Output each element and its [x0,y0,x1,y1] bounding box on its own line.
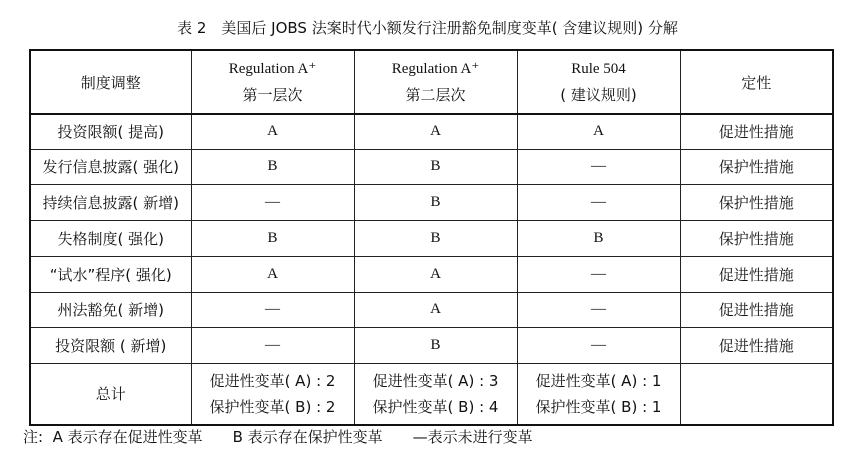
row-rule-504-mark: — [517,256,680,292]
row-item: 投资限额 ( 新增) [30,327,191,363]
table-row [30,292,833,327]
row-tier-1-mark: A [191,114,354,149]
row-tier-2-mark: A [354,114,517,149]
row-nature: 促进性措施 [680,114,833,149]
regulation-table [29,49,834,426]
header-rule-504-name: Rule 504 [571,61,626,77]
row-item: “试水”程序( 强化) [30,256,191,292]
row-tier-2-mark: B [354,220,517,256]
row-tier-1-mark: — [191,327,354,363]
header-tier-1-level: 第一层次 [242,86,303,104]
row-rule-504-mark: — [517,184,680,220]
header-tier-1 [191,50,354,114]
row-tier-2-mark: A [354,256,517,292]
table-row [30,114,833,149]
row-tier-2-mark: B [354,327,517,363]
total-nature [680,363,833,425]
total-tier-1 [191,363,354,425]
row-rule-504-mark: A [517,114,680,149]
total-rule-504-promote: 促进性变革( A) : 1 [535,371,662,390]
total-label: 总计 [30,363,191,425]
table-row [30,220,833,256]
table-footnote: 注: A 表示存在促进性变革 B 表示存在保护性变革 —表示未进行变革 [23,428,533,446]
row-rule-504-mark: — [517,149,680,184]
row-item: 投资限额( 提高) [30,114,191,149]
table-caption: 表 2 美国后 JOBS 法案时代小额发行注册豁免制度变革( 含建议规则) 分解 [177,19,678,37]
row-tier-1-mark: — [191,184,354,220]
row-nature: 保护性措施 [680,184,833,220]
row-item: 发行信息披露( 强化) [30,149,191,184]
total-tier-1-protect: 保护性变革( B) : 2 [209,397,336,416]
total-tier-1-promote: 促进性变革( A) : 2 [209,371,336,390]
total-tier-2 [354,363,517,425]
row-tier-1-mark: B [191,220,354,256]
row-item: 失格制度( 强化) [30,220,191,256]
header-tier-1-regulation: Regulation A⁺ [228,61,317,77]
row-nature: 保护性措施 [680,220,833,256]
row-tier-2-mark: B [354,184,517,220]
total-rule-504-protect: 保护性变革( B) : 1 [535,397,662,416]
header-rule-504-note: ( 建议规则) [560,86,637,104]
total-rule-504 [517,363,680,425]
row-tier-1-mark: A [191,256,354,292]
table-row [30,327,833,363]
row-item: 州法豁免( 新增) [30,292,191,327]
header-system-adjustment: 制度调整 [30,50,191,114]
total-tier-2-protect: 保护性变革( B) : 4 [372,397,499,416]
table-row [30,184,833,220]
row-rule-504-mark: — [517,292,680,327]
row-nature: 促进性措施 [680,292,833,327]
row-rule-504-mark: — [517,327,680,363]
row-nature: 促进性措施 [680,256,833,292]
total-tier-2-promote: 促进性变革( A) : 3 [372,371,499,390]
row-rule-504-mark: B [517,220,680,256]
row-tier-1-mark: B [191,149,354,184]
row-tier-1-mark: — [191,292,354,327]
header-tier-2 [354,50,517,114]
table-row [30,149,833,184]
header-tier-2-level: 第二层次 [405,86,466,104]
header-tier-2-regulation: Regulation A⁺ [391,61,480,77]
row-nature: 促进性措施 [680,327,833,363]
row-tier-2-mark: B [354,149,517,184]
header-nature: 定性 [680,50,833,114]
header-row [30,50,833,114]
row-tier-2-mark: A [354,292,517,327]
table-row [30,256,833,292]
total-row [30,363,833,425]
row-item: 持续信息披露( 新增) [30,184,191,220]
header-rule-504 [517,50,680,114]
row-nature: 保护性措施 [680,149,833,184]
